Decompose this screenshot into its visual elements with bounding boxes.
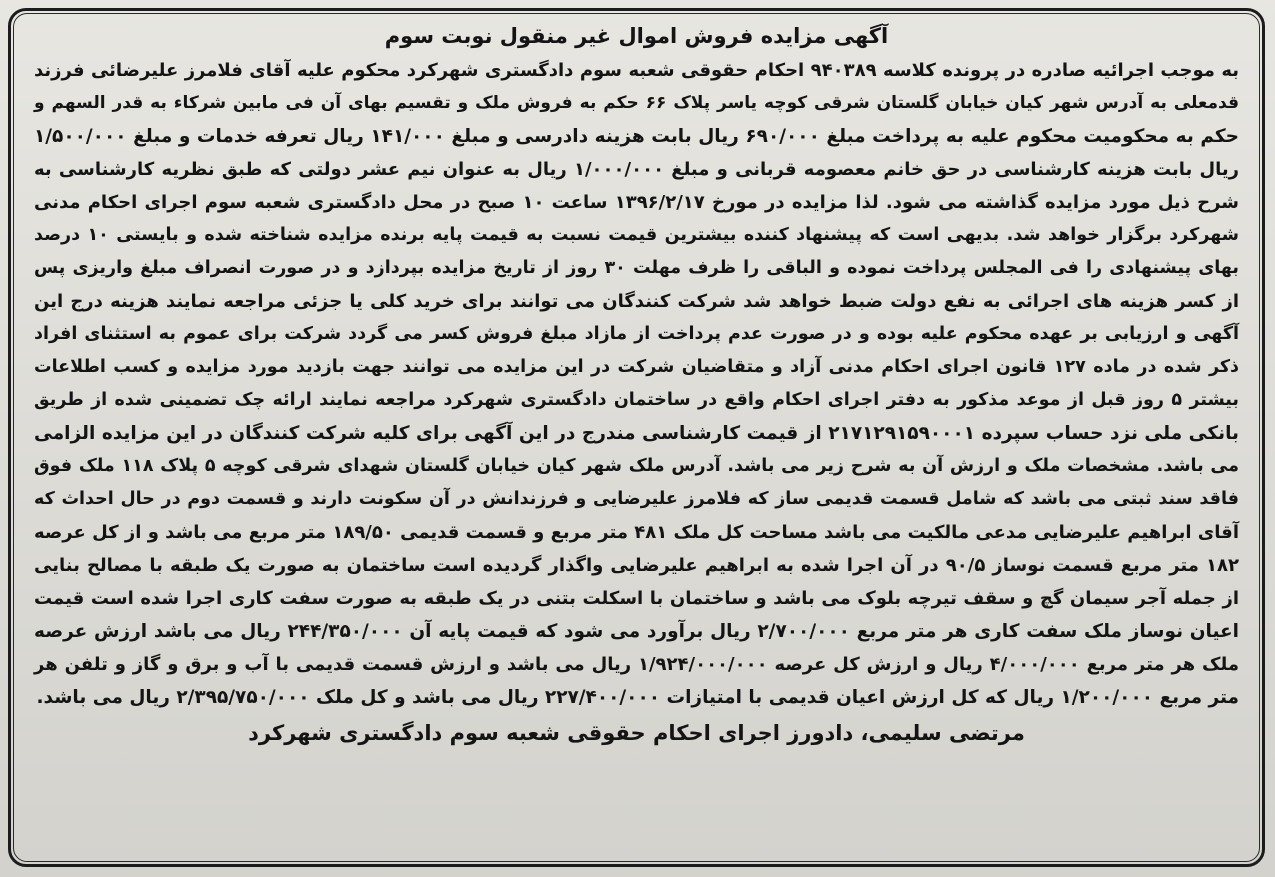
notice-line: ذکر شده در ماده ۱۲۷ قانون اجرای احکام مدنی آزاد و متقاضیان شرکت در این مزایده می توانند جهت بازدید مورد مزایده و کسب اطلاعات [34,357,1240,377]
notice-line: حکم به محکومیت محکوم علیه به پرداخت مبلغ ۶۹۰/۰۰۰ ریال بابت هزینه دادرسی و مبلغ ۱۴۱/۰۰۰ ریال تعرفه خدمات و مبلغ ۱/۵۰۰/۰۰۰ [34,126,1239,147]
notice-title: آگهی مزایده فروش اموال غیر منقول نوبت سوم [384,24,889,48]
notice-line: به موجب اجرائیه صادره در پرونده کلاسه ۹۴۰۳۸۹ احکام حقوقی شعبه سوم دادگستری شهرکرد محکوم علیه آقای فلامرز علیرضائی فرزند [34,60,1239,81]
notice-line: شهرکرد برگزار خواهد شد. بدیهی است که پیشنهاد کننده بیشترین قیمت نسبت به قیمت پایه برنده مزایده شناخته شده و بایستی ۱۰ درصد [34,225,1239,245]
notice-line: از کسر هزینه های اجرائی به نفع دولت ضبط خواهد شد شرکت کنندگان می توانند برای خرید کلی یا جزئی مراجعه نمایند هزینه درج این [34,291,1239,312]
notice-content [13,13,1260,862]
notice-line: ریال بابت هزینه کارشناسی در حق خانم معصومه قربانی و مبلغ ۱/۰۰۰/۰۰۰ ریال به عنوان نیم عشر دولتی که طبق نظریه کارشناسی به [34,159,1240,180]
notice-signature: مرتضی سلیمی، دادورز اجرای احکام حقوقی شعبه سوم دادگستری شهرکرد [248,721,1025,745]
notice-line: قدمعلی به آدرس شهر کیان خیابان گلستان شرقی کوچه یاسر پلاک ۶۶ حکم به فروش ملک و تقسیم بهای آن فی مابین شرکاء به قدر السهم و [34,93,1239,113]
notice-line: آگهی و ارزیابی بر عهده محکوم علیه بوده و در صورت عدم پرداخت از مازاد مبلغ فروش کسر می گردد شرکت برای عموم به استثنای افراد [34,324,1239,344]
notice-line: ۱۸۲ متر مربع قسمت نوساز ۹۰/۵ در آن اجرا شده به ابراهیم علیرضایی واگذار گردیده است ساختمان به صورت یک طبقه با مصالح بنایی [34,555,1239,576]
notice-line: بیشتر ۵ روز قبل از موعد مذکور به دفتر اجرای احکام واقع در ساختمان دادگستری شهرکرد مراجعه نمایند ارائه چک تضمینی شده از طریق [34,390,1240,410]
notice-line: بهای پیشنهادی را فی المجلس پرداخت نموده و الباقی را ظرف مهلت ۳۰ روز از تاریخ مزایده بپردازد و در صورت انصراف مبلغ واریزی پس [34,258,1239,278]
notice-line: آقای ابراهیم علیرضایی مدعی مالکیت می باشد مساحت کل ملک ۴۸۱ متر مربع و قسمت قدیمی ۱۸۹/۵۰ متر مربع می باشد و از کل عرصه [34,522,1240,543]
notice-body [34,54,1239,714]
notice-line: ملک هر متر مربع ۴/۰۰۰/۰۰۰ ریال و ارزش کل عرصه ۱/۹۲۴/۰۰۰/۰۰۰ ریال می باشد و ارزش قسمت قدیمی با آب و برق و گاز و تلفن هر [34,654,1239,675]
notice-line: متر مربع ۱/۲۰۰/۰۰۰ ریال که کل ارزش اعیان قدیمی با امتیازات ۲۲۷/۴۰۰/۰۰۰ ریال می باشد و کل ملک ۲/۳۹۵/۷۵۰/۰۰۰ ریال می باشد. [36,687,1239,708]
notice-line: بانکی ملی نزد حساب سپرده ۲۱۷۱۲۹۱۵۹۰۰۰۱ از قیمت کارشناسی مندرج در این آگهی برای کلیه شرکت کنندگان در این مزایده الزامی [34,423,1239,444]
notice-line: اعیان نوساز ملک سفت کاری هر متر مربع ۲/۷۰۰/۰۰۰ ریال برآورد می شود که قیمت پایه آن ۲۴۴/۳۵۰/۰۰۰ ریال می باشد ارزش عرصه [34,621,1240,642]
notice-line: شرح ذیل مورد مزایده گذاشته می شود. لذا مزایده در مورخ ۱۳۹۶/۲/۱۷ ساعت ۱۰ صبح در محل دادگستری شعبه سوم اجرای احکام مدنی [34,192,1239,213]
notice-line: فاقد سند ثبتی می باشد که شامل قسمت قدیمی ساز که فلامرز علیرضایی و فرزندانش در آن سکونت دارند و قسمت دوم در حال احداث که [34,489,1239,509]
notice-frame [8,8,1265,867]
notice-line: از جمله آجر سیمان گچ و سقف تیرچه بلوک می باشد و ساختمان با اسکلت بتنی در یک طبقه به صورت سفت کاری اجرا شده است قیمت [34,588,1239,609]
notice-line: می باشد. مشخصات ملک و ارزش آن به شرح زیر می باشد. آدرس ملک شهر کیان خیابان گلستان شهدای شرقی کوچه ۵ پلاک ۱۱۸ ملک فوق [34,456,1239,476]
